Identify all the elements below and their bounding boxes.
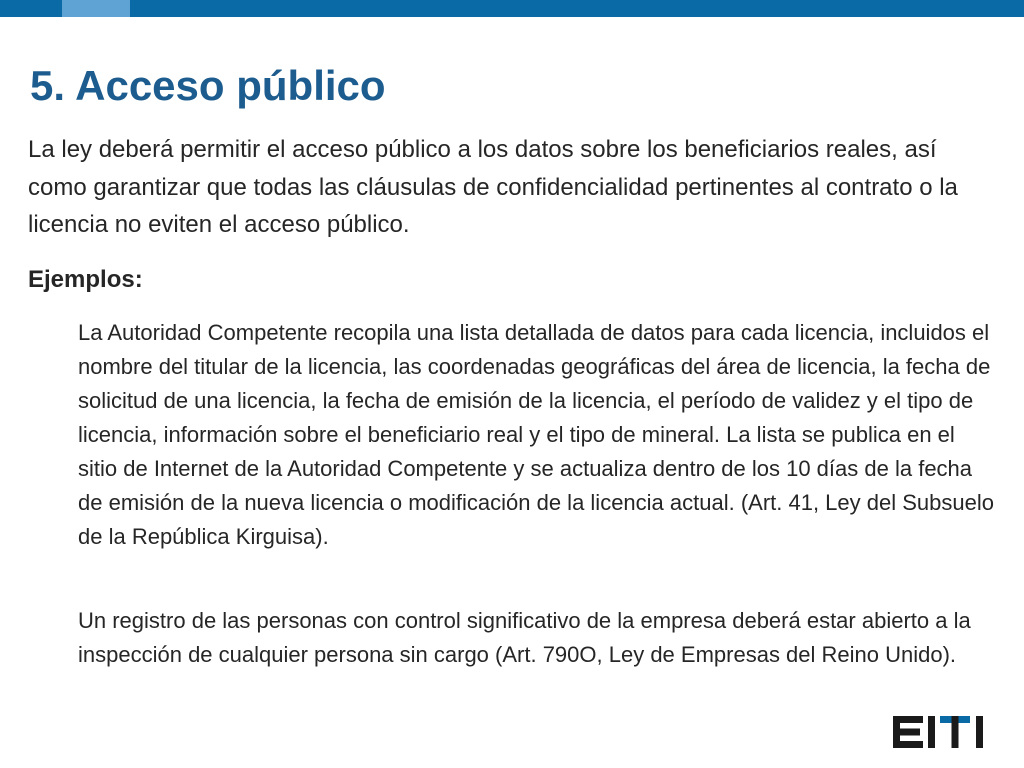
eiti-logo [893,716,987,748]
top-accent-bar-highlight [62,0,130,17]
slide-title: 5. Acceso público [30,62,386,109]
examples-heading: Ejemplos: [28,266,143,293]
example-paragraph-uk: Un registro de las personas con control significativo de la empresa deberá estar abierto a la inspección de cualquier persona sin cargo (Art. 790O, Ley de Empresas del Reino Unido). [78,608,971,667]
example-paragraph-kyrgyz: La Autoridad Competente recopila una lista detallada de datos para cada licencia, incluidos el nombre del titular de la licencia, las coordenadas geográficas del área de licencia, la fecha de solicitud de una licencia, la fecha de emisión de la licencia, el período de validez y el tipo de licencia, información sobre el beneficiario real y el tipo de mineral. La lista se publica en el sitio de Internet de la Autoridad Competente y se actualiza dentro de los 10 días de la fecha de emisión de la nueva licencia o modificación de la licencia actual. (Art. 41, Ley del Subsuelo de la República Kirguisa). [78,320,994,549]
intro-paragraph: La ley deberá permitir el acceso público a los datos sobre los beneficiarios reales, así como garantizar que todas las cláusulas de confidencialidad pertinentes al contrato o la licencia no eviten el acceso público. [28,136,958,238]
top-accent-bar [0,0,1024,17]
